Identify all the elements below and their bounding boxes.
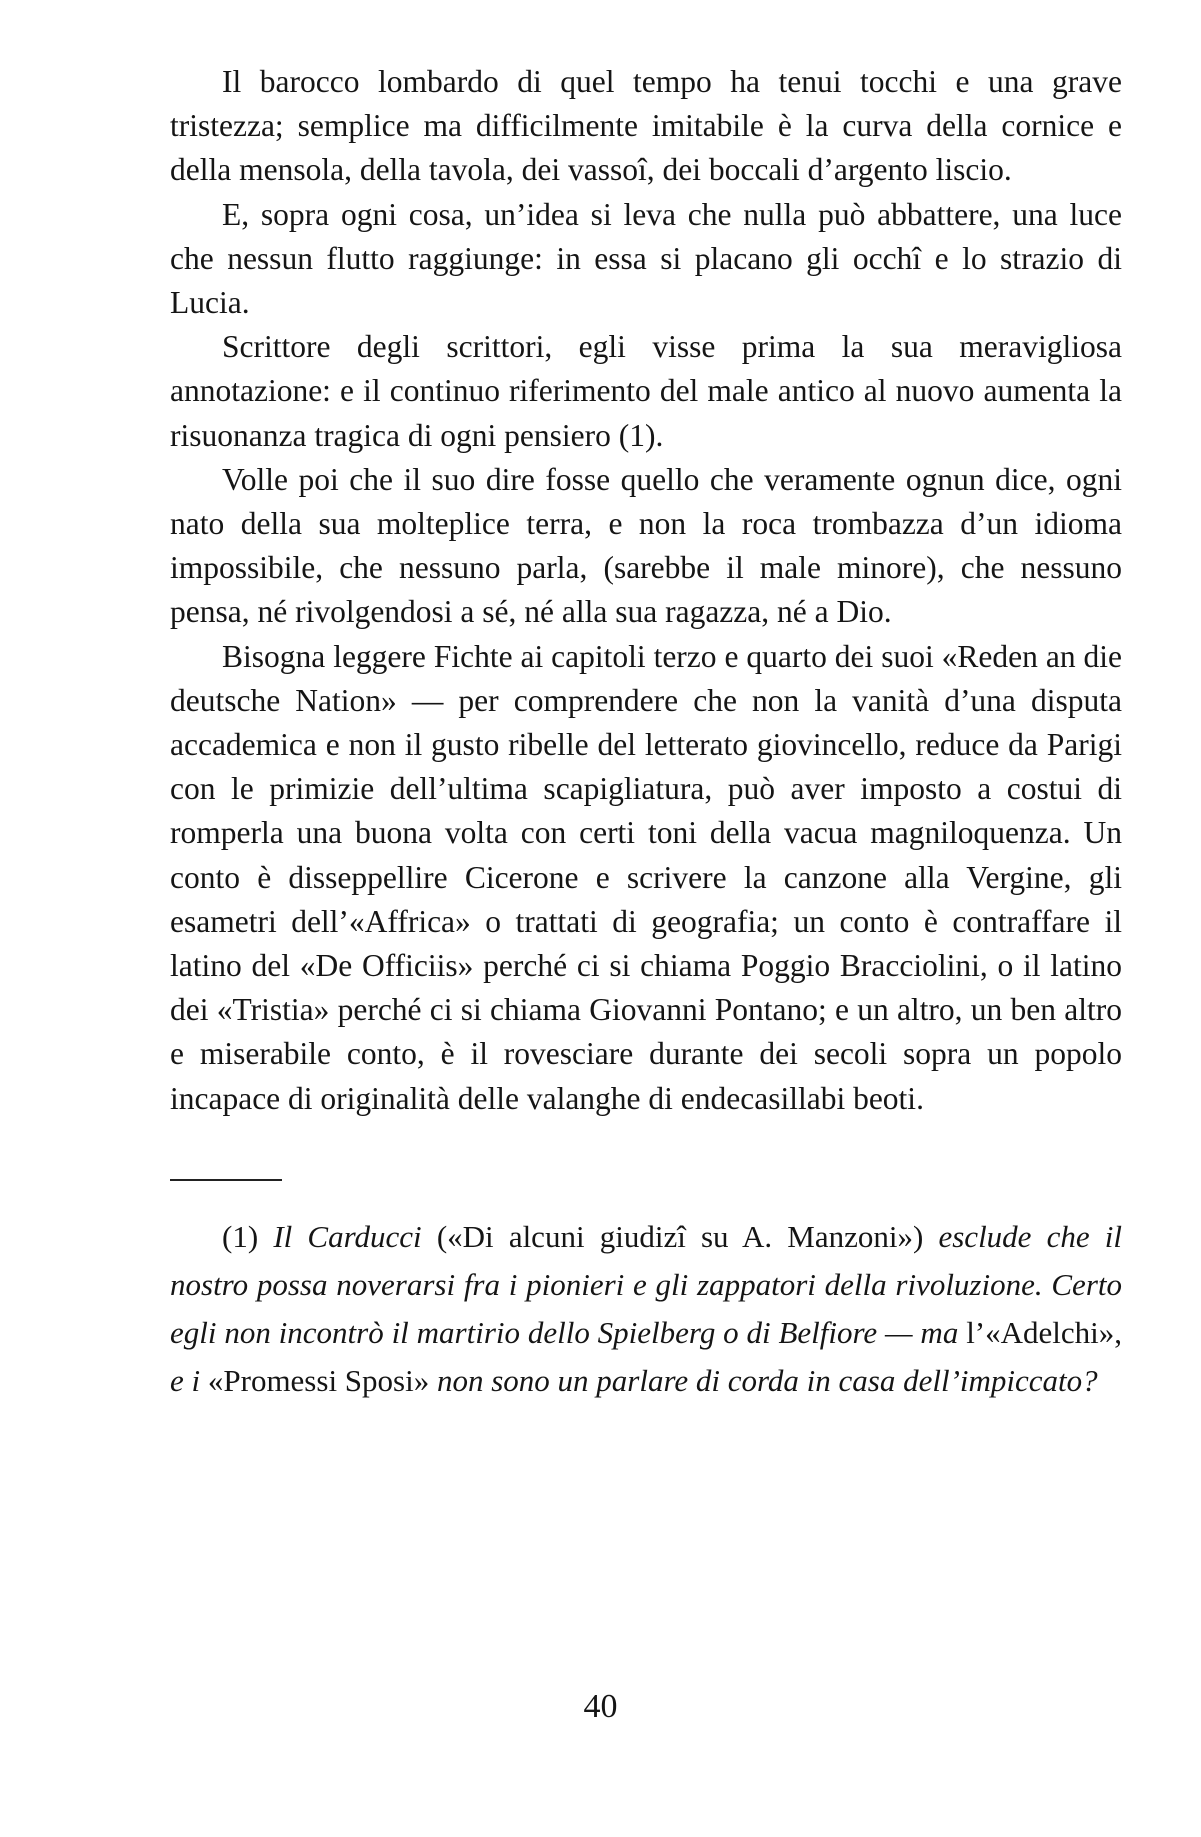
footnote-text-end: non sono un parlare di corda in casa dell’impiccato? [436,1362,1098,1398]
footnote-work-promessi-sposi: «Promessi Sposi» [207,1362,430,1398]
footnote-marker: (1) [222,1218,259,1254]
footnote-divider [170,1179,282,1181]
page-text [170,60,1122,1436]
paragraph-5: Bisogna leggere Fichte ai capitoli terzo e quarto dei suoi «Reden an die deutsche Nation» — per comprendere che non la vanità d’una disputa accademica e non il gusto ribelle del letterato giovincello, reduce da Parigi con le primizie dell’ultima scapigliatura, può aver imposto a costui di romperla una buona volta con certi toni della vacua magniloquenza. Un conto è disseppellire Cicerone e scrivere la canzone alla Vergine, gli esametri dell’«Affrica» o trattati di geografia; un conto è contraffare il latino del «De Officiis» perché ci si chiama Poggio Bracciolini, o il latino dei «Tristia» perché ci si chiama Giovanni Pontano; e un altro, un ben altro e miserabile conto, è il rovesciare durante dei secoli sopra un popolo incapace di originalità delle valanghe di endecasillabi beoti. [170,638,1122,1116]
footnote-conjunction: e i [170,1362,201,1398]
footnote-text: esclude che il nostro possa noverarsi fra i pionieri e gli zappatori della rivoluzione. Certo egli non incontrò il martirio dello Spielberg o di Belfiore — ma [170,1218,1123,1350]
footnote [170,1213,1122,1405]
paragraph-2: E, sopra ogni cosa, un’idea si leva che nulla può abbattere, una luce che nessun flutto raggiunge: in essa si placano gli occhî e lo strazio di Lucia. [170,196,1122,321]
paragraph-4: Volle poi che il suo dire fosse quello che veramente ognun dice, ogni nato della sua molteplice terra, e non la roca trombazza d’un idioma impossibile, che nessuno parla, (sarebbe il male minore), che nessuno pensa, né rivolgendosi a sé, né alla sua ragazza, né a Dio. [170,461,1122,630]
footnote-source-title: («Di alcuni giudizî su A. Manzoni») [436,1218,924,1254]
footnote-author: Il Carducci [273,1218,422,1254]
footnote-work-adelchi: l’«Adelchi», [966,1314,1123,1350]
page-number: 40 [583,1688,618,1725]
paragraph-3: Scrittore degli scrittori, egli visse prima la sua meravigliosa annotazione: e il continuo riferimento del male antico al nuovo aumenta la risuonanza tragica di ogni pensiero (1). [170,329,1122,453]
paragraph-1: Il barocco lombardo di quel tempo ha tenui tocchi e una grave tristezza; semplice ma difficilmente imitabile è la curva della cornice e della mensola, della tavola, dei vassoî, dei boccali d’argento liscio. [170,64,1122,188]
